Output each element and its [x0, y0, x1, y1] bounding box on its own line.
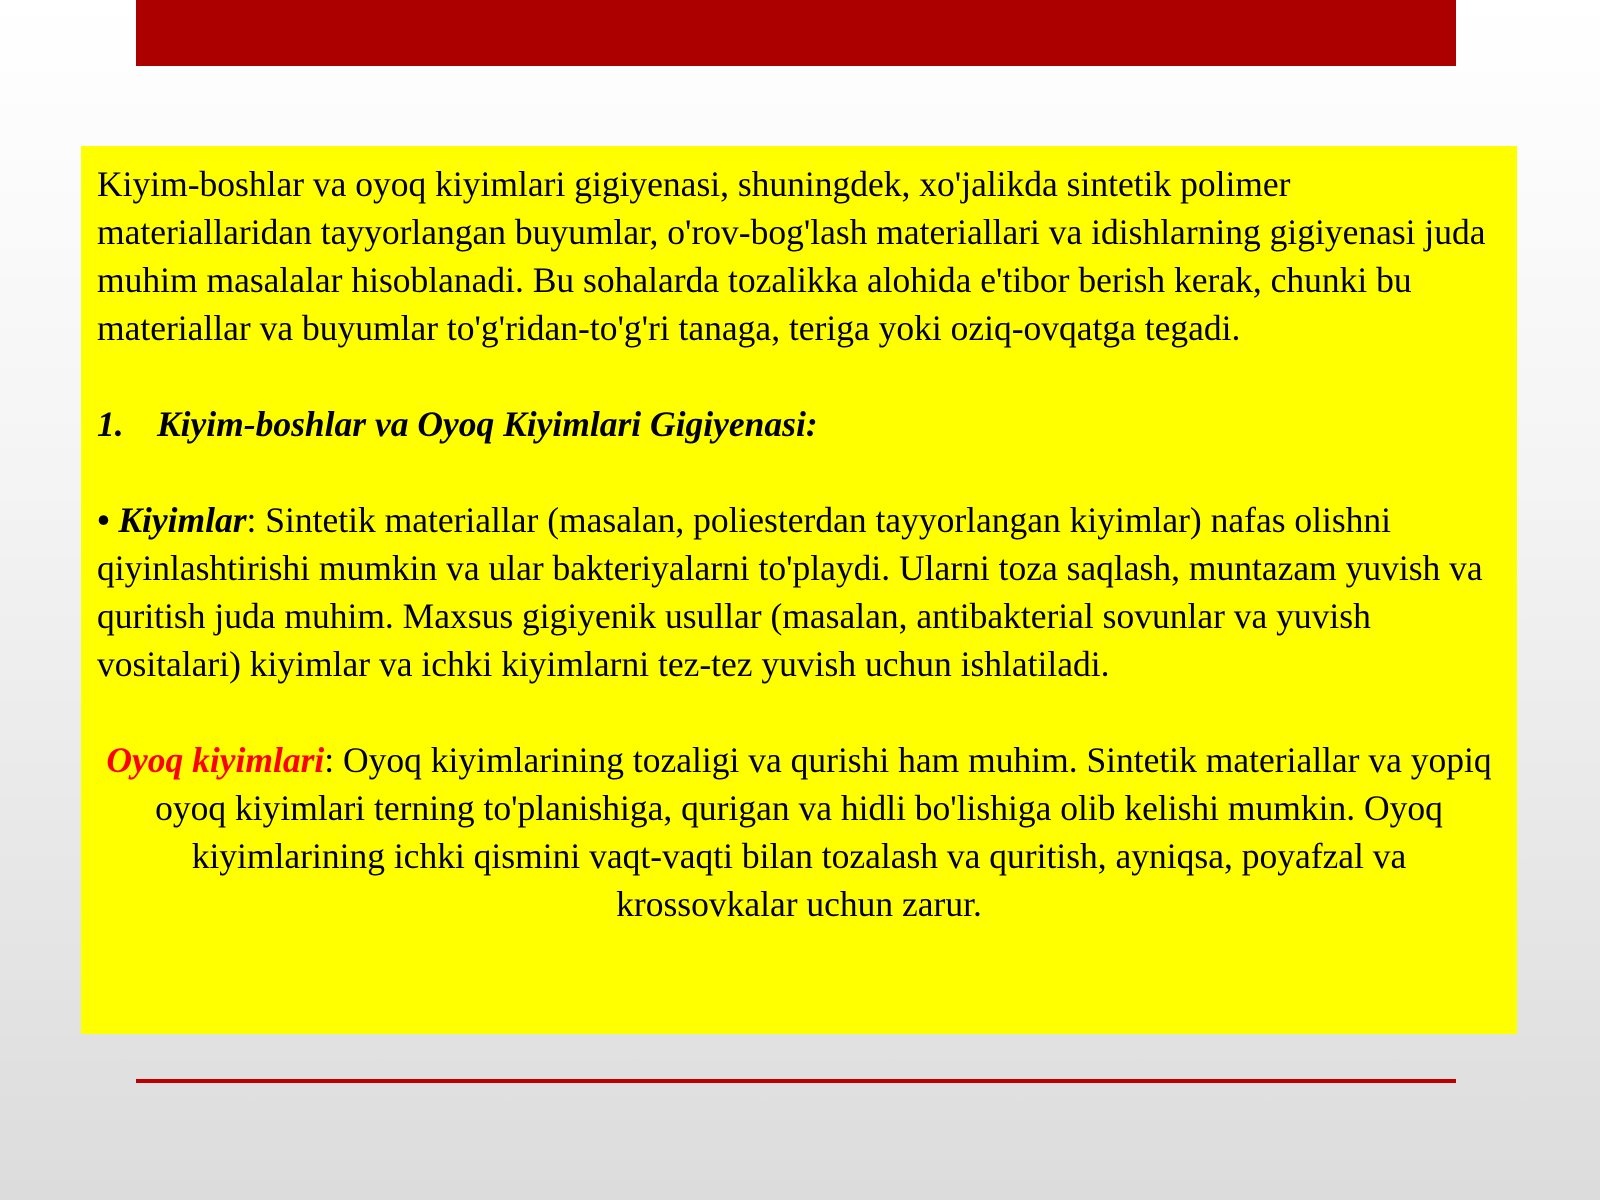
clothes-paragraph: [97, 496, 1501, 688]
clothes-term: Kiyimlar: [118, 500, 247, 540]
footwear-text: : Oyoq kiyimlarining tozaligi va qurishi ham muhim. Sintetik materiallar va yopiq oyoq kiyimlari terning to'planishiga, qurigan va hidli bo'lishiga olib kelishi mumkin. Oyoq kiyimlarining ichki qismini vaqt-vaqti bilan tozalash va quritish, ayniqsa, poyafzal va krossovkalar uchun zarur.: [155, 740, 1492, 924]
footwear-paragraph: [97, 736, 1501, 928]
section-title: Kiyim-boshlar va Oyoq Kiyimlari Gigiyenasi:: [157, 404, 818, 444]
section-number: 1.: [97, 404, 124, 444]
section-heading: [97, 400, 1501, 448]
spacer: [97, 352, 1501, 400]
bottom-divider-line: [136, 1079, 1456, 1083]
intro-paragraph: Kiyim-boshlar va oyoq kiyimlari gigiyenasi, shuningdek, xo'jalikda sintetik polimer materiallaridan tayyorlangan buyumlar, o'rov-bog'lash materiallari va idishlarning gigiyenasi juda muhim masalalar hisoblanadi. Bu sohalarda tozalikka alohida e'tibor berish kerak, chunki bu materiallar va buyumlar to'g'ridan-to'g'ri tanaga, teriga yoki oziq-ovqatga tegadi.: [97, 164, 1486, 348]
top-accent-bar: [136, 0, 1456, 66]
bullet-marker: •: [97, 500, 119, 540]
clothes-text: : Sintetik materiallar (masalan, poliesterdan tayyorlangan kiyimlar) nafas olishni qiyinlashtirishi mumkin va ular bakteriyalarni to'playdi. Ularni toza saqlash, muntazam yuvish va quritish juda muhim. Maxsus gigiyenik usullar (masalan, antibakterial sovunlar va yuvish vositalari) kiyimlar va ichki kiyimlarni tez-tez yuvish uchun ishlatiladi.: [97, 500, 1483, 684]
footwear-term: Oyoq kiyimlari: [106, 740, 325, 780]
spacer: [97, 448, 1501, 496]
content-box: [81, 146, 1517, 1034]
spacer: [97, 688, 1501, 736]
